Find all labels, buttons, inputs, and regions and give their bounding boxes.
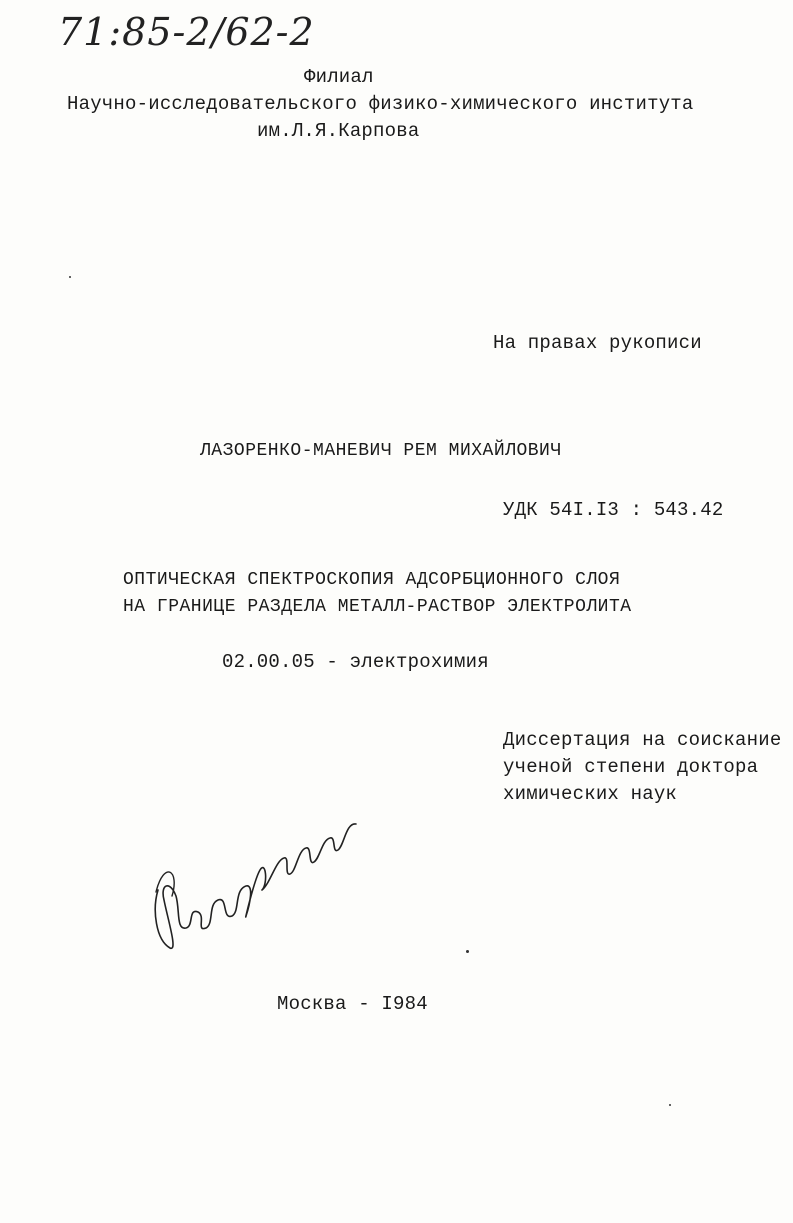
specialty-code: 02.00.05 - электрохимия <box>222 651 489 673</box>
place-and-year: Москва - I984 <box>277 993 428 1015</box>
degree-line3: химических наук <box>503 783 678 805</box>
scan-speck <box>466 950 469 953</box>
rights-note: На правах рукописи <box>493 332 702 354</box>
archive-mark: 71:85-2/62-2 <box>58 10 315 54</box>
author-name: ЛАЗОРЕНКО-МАНЕВИЧ РЕМ МИХАЙЛОВИЧ <box>200 441 562 461</box>
header-named-after: им.Л.Я.Карпова <box>257 120 420 142</box>
udc-code: УДК 54I.I3 : 543.42 <box>503 499 724 521</box>
dissertation-title-line1: ОПТИЧЕСКАЯ СПЕКТРОСКОПИЯ АДСОРБЦИОННОГО СЛОЯ <box>123 570 621 590</box>
degree-line1: Диссертация на соискание <box>503 729 782 751</box>
header-branch: Филиал <box>304 66 374 88</box>
degree-line2: ученой степени доктора <box>503 756 759 778</box>
scan-speck <box>69 276 71 278</box>
dissertation-title-line2: НА ГРАНИЦЕ РАЗДЕЛА МЕТАЛЛ-РАСТВОР ЭЛЕКТРОЛИТА <box>123 597 632 617</box>
author-signature <box>150 800 360 960</box>
header-institute: Научно-исследовательского физико-химического института <box>67 93 694 115</box>
scan-speck <box>669 1104 671 1106</box>
